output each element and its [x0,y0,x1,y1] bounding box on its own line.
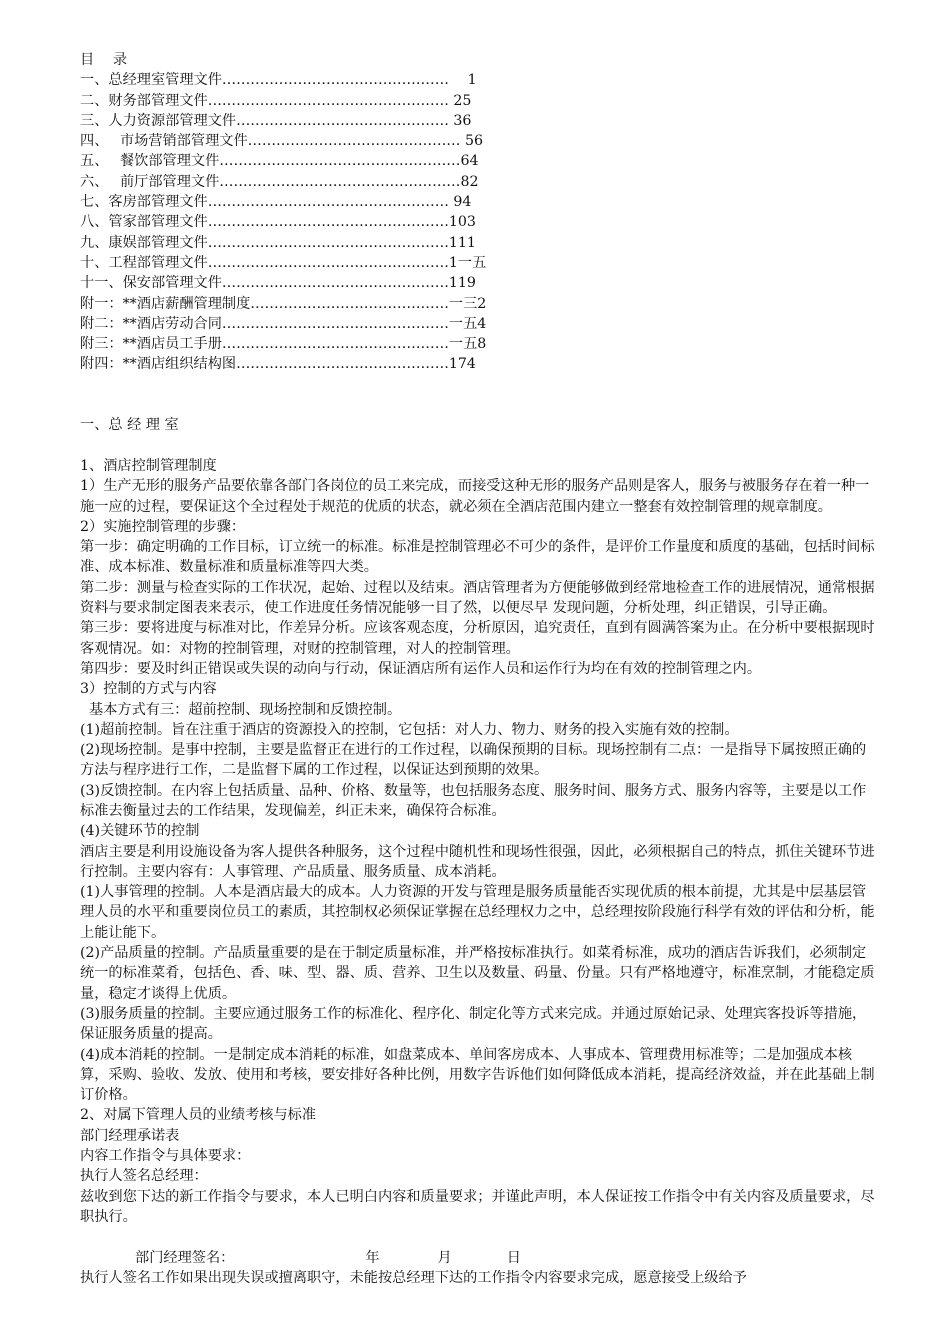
toc-entry: 附二：**酒店劳动合同…………………………………………一五4 [80,315,487,332]
paragraph: 第三步：要将进度与标准对比，作差异分析。应该客观态度，分析原因，追究责任，直到有圆满答案为止。在分析中要根据现时客观情况。如：对物的控制管理，对财的控制管理，对人的控制管理。 [80,620,875,657]
paragraph: 第四步：要及时纠正错误或失误的动向与行动，保证酒店所有运作人员和运作行为均在有效的控制管理之内。 [80,660,762,677]
form-title: 部门经理承诺表 [80,1127,180,1144]
toc-entry: 附一：**酒店薪酬管理制度……………………………………一三2 [80,295,487,312]
blank-line [80,436,880,456]
blank-line [80,1227,880,1247]
toc-entry: 一、总经理室管理文件………………………………………… 1 [80,72,477,89]
toc-entry: 附四：**酒店组织结构图………………………………………174 [80,356,476,373]
paragraph: 酒店主要是利用设施设备为客人提供各种服务，这个过程中随机性和现场性很强，因此，必须根据自己的特点，抓住关键环节进行控制。主要内容有：人事管理、产品质量、服务质量、成本消耗。 [80,843,875,880]
paragraph: (3)服务质量的控制。主要应通过服务工作的标准化、程序化、制定化等方式来完成。并通过原始记录、处理宾客投诉等措施，保证服务质量的提高。 [80,1005,867,1043]
paragraph: 第二步：测量与检查实际的工作状况，起始、过程以及结束。酒店管理者为方便能够做到经常地检查工作的进展情况，通常根据资料与要求制定图表来表示，使工作进度任务情况能够一目了然，以便尽早 发现问题，分析处理，纠正错误，引导正确。 [80,579,875,617]
toc-entry: 十一、保安部管理文件…………………………………………119 [80,275,476,292]
heading: 1、酒店控制管理制度 [80,457,217,474]
paragraph: 执行人签名工作如果出现失误或擅离职守，未能按总经理下达的工作指令内容要求完成，愿意接受上级给予 [80,1269,747,1286]
toc-list [80,70,880,374]
document-page [80,50,880,1288]
form-field-label: 执行人签名总经理： [80,1168,208,1185]
paragraph: 第一步：确定明确的工作目标，订立统一的标准。标准是控制管理必不可少的条件，是评价工作量度和质度的基础，包括时间标准、成本标准、数量标准和质量标准等四大类。 [80,539,875,576]
toc-entry: 七、客房部管理文件…………………………………………… 94 [80,194,472,211]
subheading: 3）控制的方式与内容 [80,681,217,698]
heading: 2、对属下管理人员的业绩考核与标准 [80,1107,317,1124]
toc-entry: 八、管家部管理文件……………………………………………103 [80,214,476,231]
paragraph: (3)反馈控制。在内容上包括质量、品种、价格、数量等，也包括服务态度、服务时间、服务方式、服务内容等，主要是以工作标准去衡量过去的工作结果，发现偏差，纠正未来，确保符合标准。 [80,782,867,819]
paragraph: 基本方式有三：超前控制、现场控制和反馈控制。 [80,701,402,718]
blank-line [80,375,880,395]
blank-line [80,395,880,415]
toc-entry: 六、 前厅部管理文件……………………………………………82 [80,173,479,190]
subheading: (4)关键环节的控制 [80,823,200,840]
paragraph: (1)人事管理的控制。人本是酒店最大的成本。人力资源的开发与管理是服务质量能否实现优质的根本前提，尤其是中层基层管理人员的水平和重要岗位员工的素质，其控制权必须保证掌握在总经理权力之中，总经理按阶段施行科学有效的评估和分析，能上能让能下。 [80,884,875,941]
toc-entry: 二、财务部管理文件…………………………………………… 25 [80,92,472,109]
signature-day: 日 [506,1249,521,1266]
toc-entry: 五、 餐饮部管理文件……………………………………………64 [80,153,479,170]
paragraph: 1）生产无形的服务产品要依靠各部门各岗位的员工来完成，而接受这种无形的服务产品则是客人，服务与被服务存在着一种一施一应的过程，要保证这个全过程处于规范的优质的状态，就必须在全酒店范围内建立一整套有效控制管理的规章制度。 [80,478,870,515]
paragraph: (4)成本消耗的控制。一是制定成本消耗的标准，如盘菜成本、单间客房成本、人事成本、管理费用标准等；二是加强成本核算，采购、验收、发放、使用和考核，要安排好各种比例，用数字告诉他们如何降低成本消耗，提高经济效益，并在此基础上制订价格。 [80,1046,875,1104]
signature-line [80,1248,880,1268]
signature-month: 月 [437,1249,452,1266]
form-field-label: 内容工作指令与具体要求： [80,1148,251,1165]
section-title: 一、总 经 理 室 [80,417,179,434]
paragraph: 兹收到您下达的新工作指令与要求，本人已明白内容和质量要求；并谨此声明，本人保证按工作指令中有关内容及质量要求，尽职执行。 [80,1188,875,1225]
toc-title: 目 录 [80,52,128,68]
signature-year: 年 [365,1249,380,1266]
toc-entry: 附三：**酒店员工手册…………………………………………一五8 [80,336,487,353]
paragraph: (1)超前控制。旨在注重于酒店的资源投入的控制，它包括：对人力、物力、财务的投入实施有效的控制。 [80,721,739,738]
toc-entry: 九、康娱部管理文件……………………………………………111 [80,234,476,251]
toc-entry: 十、工程部管理文件……………………………………………1一五 [80,254,487,271]
paragraph: (2)现场控制。是事中控制，主要是监督正在进行的工作过程，以确保预期的目标。现场控制有二点：一是指导下属按照正确的方法与程序进行工作，二是监督下属的工作过程，以保证达到预期的效果。 [80,742,867,779]
paragraph: (2)产品质量的控制。产品质量重要的是在于制定质量标准，并严格按标准执行。如菜肴标准，成功的酒店告诉我们，必须制定统一的标准菜肴，包括色、香、味、型、器、质、营养、卫生以及数量、码量、份量。只有严格地遵守，标准烹制，才能稳定质量，稳定才谈得上优质。 [80,945,875,1002]
subheading: 2）实施控制管理的步骤： [80,518,246,535]
signature-label: 部门经理签名： [135,1249,235,1266]
toc-entry: 三、人力资源部管理文件……………………………………… 36 [80,112,472,129]
toc-entry: 四、 市场营销部管理文件……………………………………… 56 [80,133,484,150]
